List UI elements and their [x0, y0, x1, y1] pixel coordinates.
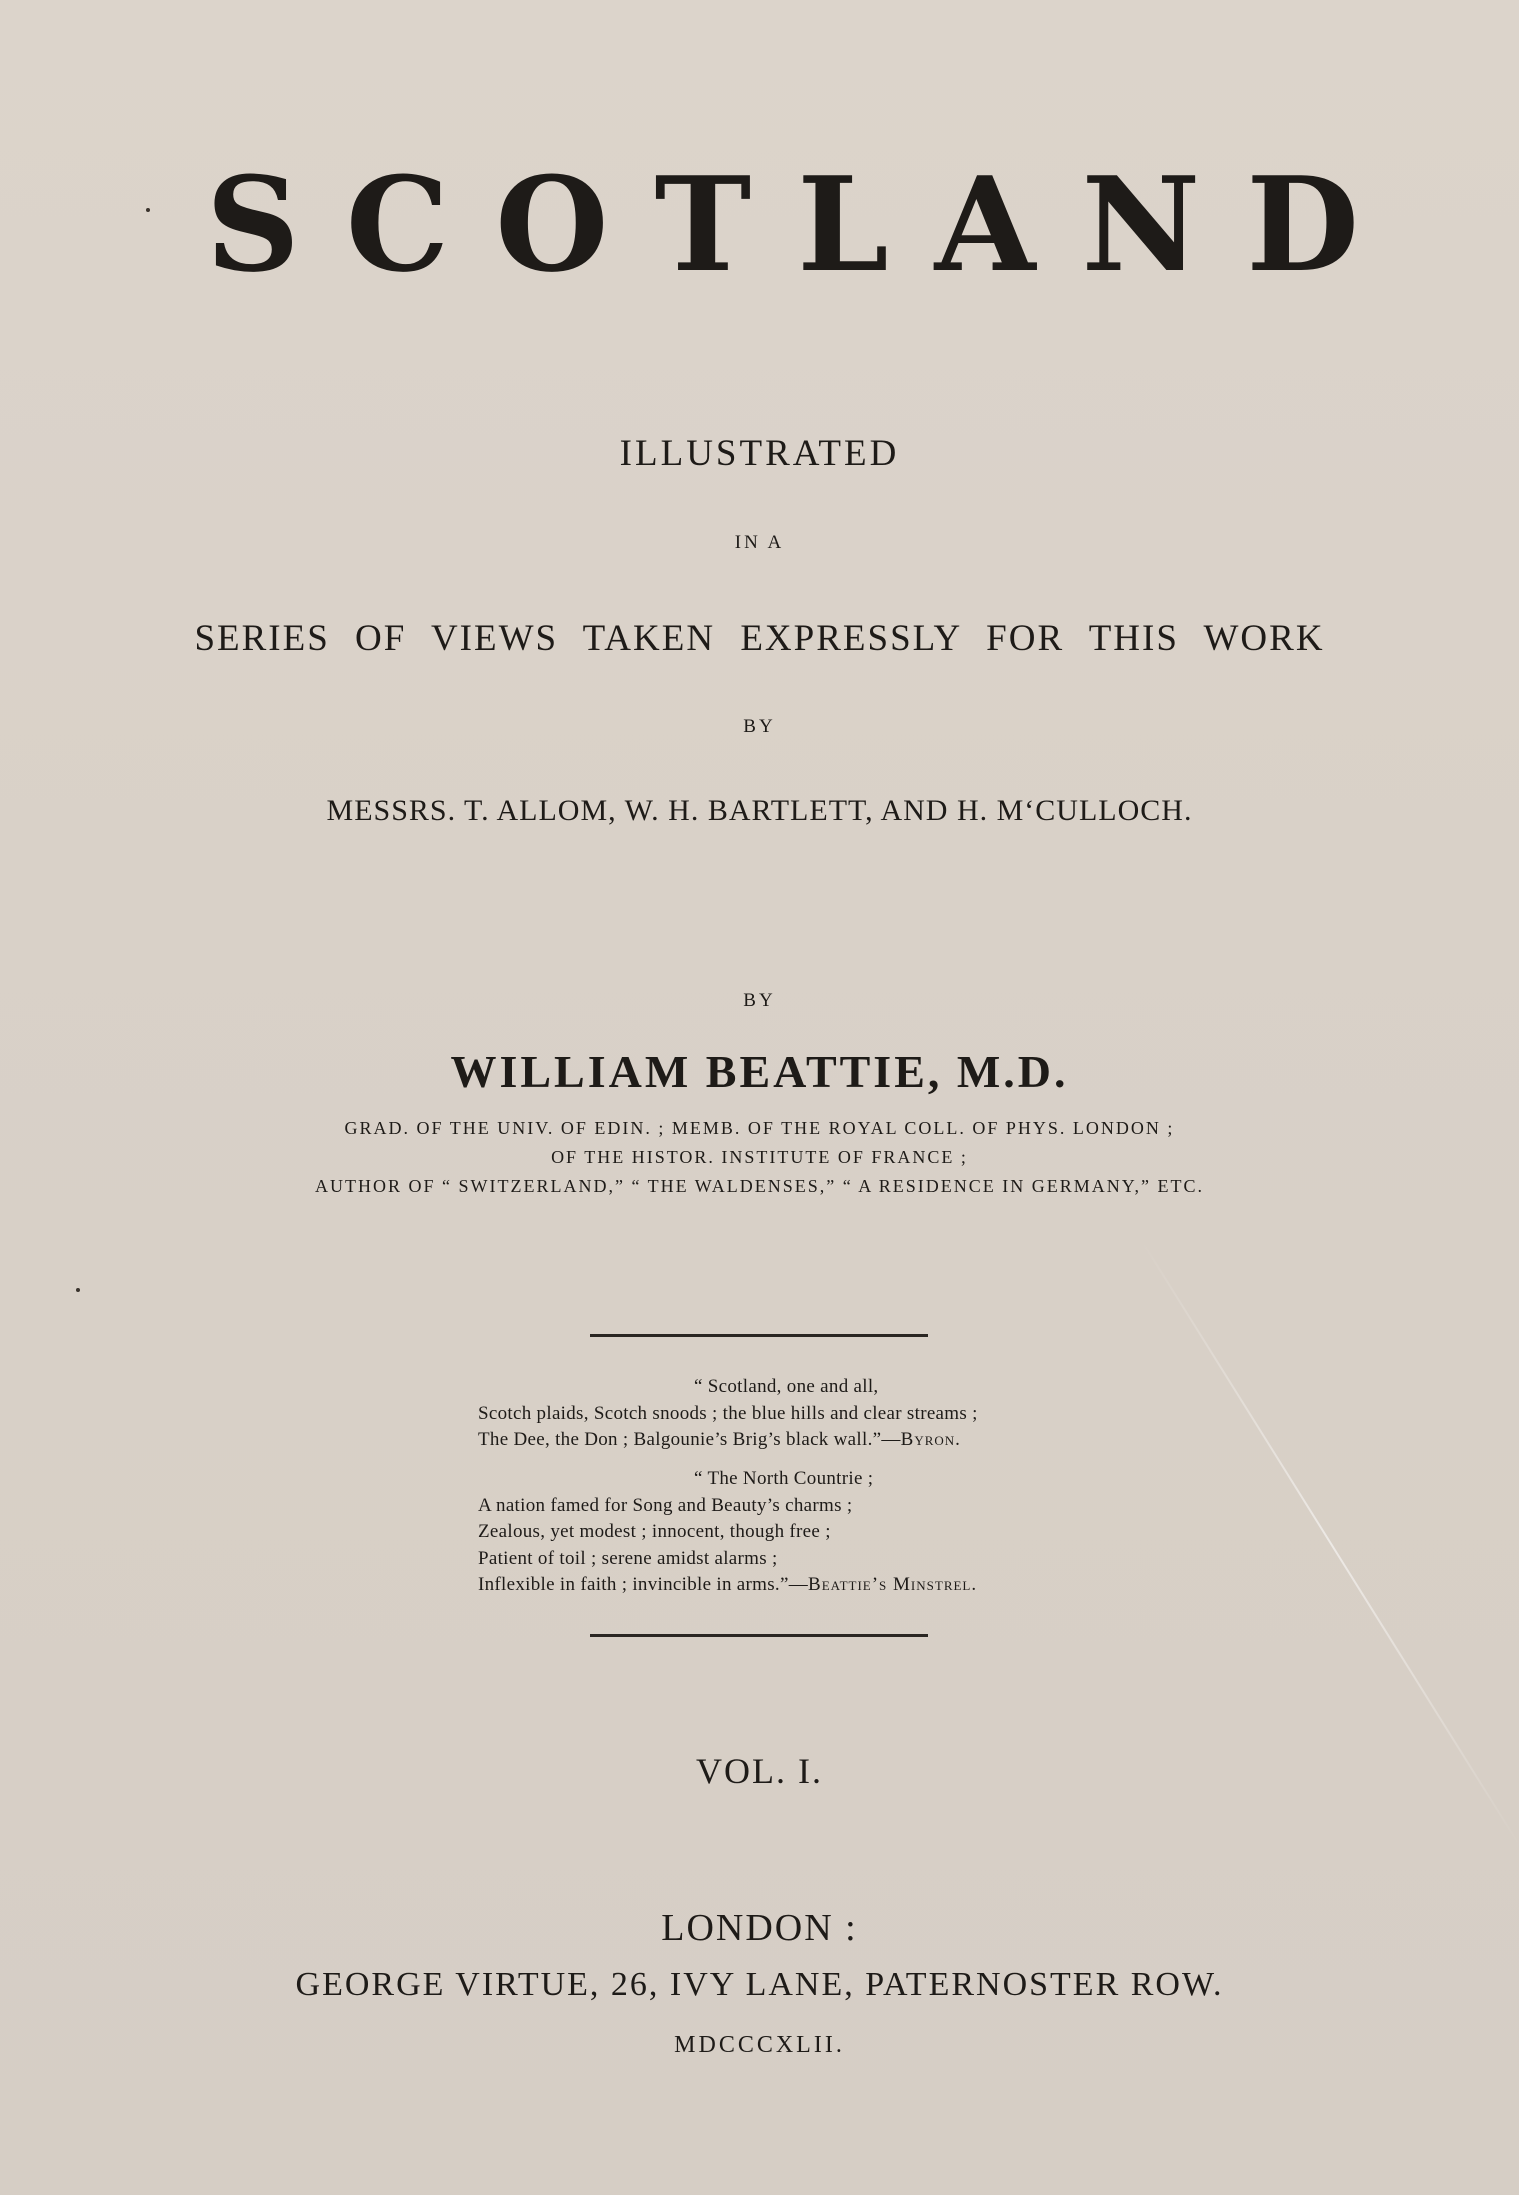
epigraph-line: “ The North Countrie ;	[694, 1468, 874, 1489]
imprint-year: MDCCCXLII.	[674, 2032, 845, 2058]
epigraph-line	[478, 1572, 1128, 1599]
by-author-label: BY	[743, 990, 776, 1011]
by-artists-label: BY	[743, 716, 776, 737]
epigraph-minstrel	[478, 1466, 1128, 1599]
subtitle-illustrated: ILLUSTRATED	[619, 433, 900, 474]
divider-rule	[590, 1634, 928, 1637]
epigraph-line: Zealous, yet modest ; innocent, though free ;	[478, 1521, 831, 1542]
paper-speck	[76, 1288, 80, 1292]
epigraph-attribution: Byron.	[900, 1429, 961, 1450]
subtitle-series: SERIES OF VIEWS TAKEN EXPRESSLY FOR THIS WORK	[194, 618, 1325, 659]
author-credential-line: AUTHOR OF “ SWITZERLAND,” “ THE WALDENSES,” “ A RESIDENCE IN GERMANY,” ETC.	[315, 1176, 1204, 1196]
author-name: WILLIAM BEATTIE, M.D.	[450, 1046, 1069, 1097]
subtitle-in-a: IN A	[734, 532, 785, 553]
author-credential-line: GRAD. OF THE UNIV. OF EDIN. ; MEMB. OF THE ROYAL COLL. OF PHYS. LONDON ;	[344, 1118, 1175, 1138]
imprint-publisher: GEORGE VIRTUE, 26, IVY LANE, PATERNOSTER ROW.	[295, 1966, 1224, 2003]
epigraph-line: “ Scotland, one and all,	[694, 1376, 879, 1397]
epigraph-attribution: Beattie’s Minstrel.	[808, 1574, 978, 1595]
epigraph-line: Scotch plaids, Scotch snoods ; the blue hills and clear streams ;	[478, 1402, 978, 1424]
epigraph-line: Patient of toil ; serene amidst alarms ;	[478, 1547, 778, 1569]
book-title: SCOTLAND	[205, 148, 1406, 301]
divider-rule	[590, 1334, 928, 1337]
epigraph-line	[478, 1427, 1128, 1454]
artists-line: MESSRS. T. ALLOM, W. H. BARTLETT, AND H. M‘CULLOCH.	[326, 794, 1193, 827]
epigraph-line: A nation famed for Song and Beauty’s charms ;	[478, 1494, 853, 1516]
epigraph-text: The Dee, the Don ; Balgounie’s Brig’s black wall.”—	[478, 1429, 901, 1450]
epigraph-byron	[478, 1374, 1128, 1454]
epigraph-text: Inflexible in faith ; invincible in arms.”—	[478, 1574, 809, 1595]
imprint-city: LONDON :	[661, 1907, 858, 1949]
volume-number: VOL. I.	[696, 1751, 823, 1791]
author-credential-line: OF THE HISTOR. INSTITUTE OF FRANCE ;	[551, 1147, 968, 1167]
